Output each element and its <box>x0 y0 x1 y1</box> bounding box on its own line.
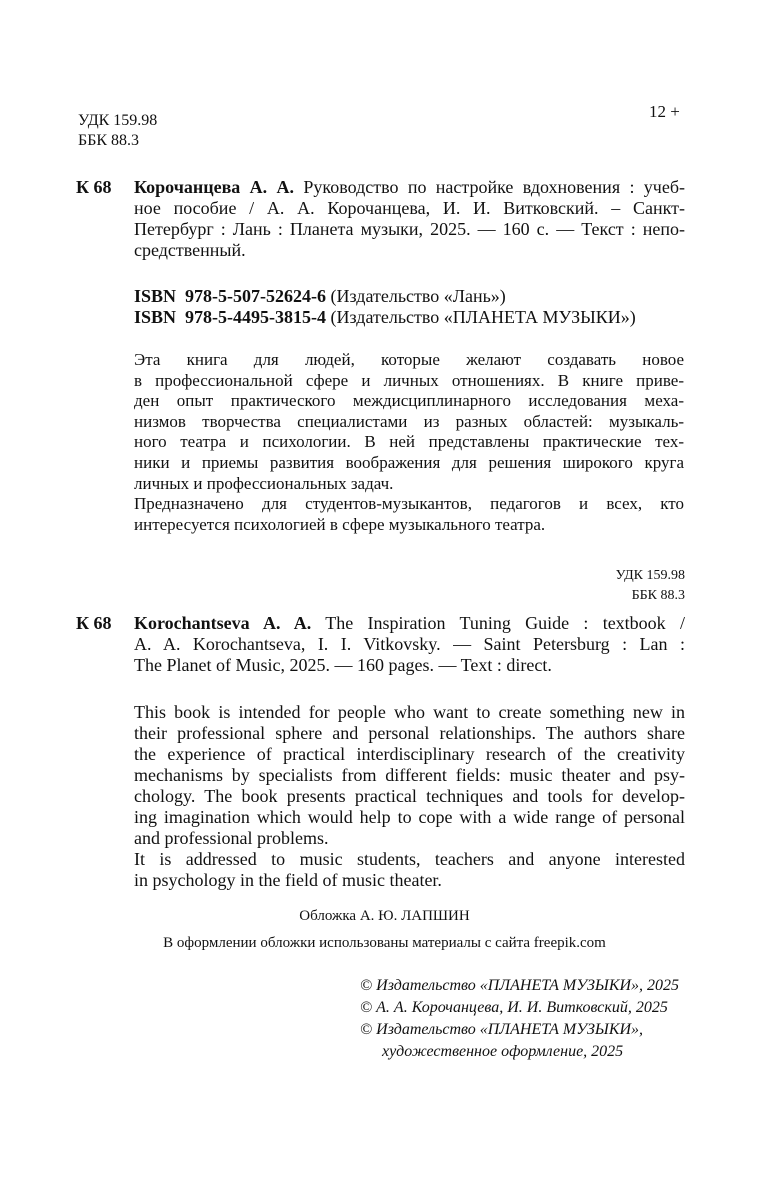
copyright-block <box>360 975 679 1063</box>
isbn-block <box>134 286 636 328</box>
udk-code: УДК 159.98 <box>78 112 158 129</box>
en-record-author: Korochantseva A. A. <box>134 613 312 633</box>
en-abstract-line: ing imagination which would help to cope with a wide range of personal <box>134 807 685 827</box>
en-udk-code: УДК 159.98 <box>615 568 685 583</box>
ru-record-code: К 68 <box>76 177 112 197</box>
ru-record-line-1: Корочанцева А. А. Руководство по настройке вдохновения : учеб- <box>134 177 685 197</box>
copyright-line: © Издательство «ПЛАНЕТА МУЗЫКИ», <box>360 1021 644 1038</box>
en-audience-line: It is addressed to music students, teachers and anyone interested <box>134 849 685 869</box>
isbn-publisher: (Издательство «Лань») <box>330 286 506 306</box>
ru-record-description <box>134 177 685 261</box>
ru-abstract-line: личных и профессиональных задач. <box>134 473 394 493</box>
age-rating: 12 + <box>649 102 680 121</box>
isbn-lan <box>134 286 636 307</box>
copyright-line: © А. А. Корочанцева, И. И. Витковский, 2025 <box>360 999 668 1016</box>
ru-record-line-4: средственный. <box>134 240 246 260</box>
en-audience-line: in psychology in the field of music theater. <box>134 870 442 890</box>
en-record-line-1: Korochantseva A. A. The Inspiration Tuning Guide : textbook / <box>134 613 685 633</box>
en-abstract-line: and professional problems. <box>134 828 329 848</box>
isbn-publisher: (Издательство «ПЛАНЕТА МУЗЫКИ») <box>330 307 636 327</box>
en-bbk-code: ББК 88.3 <box>631 588 685 603</box>
cover-materials-credit: В оформлении обложки использованы материалы с сайта freepik.com <box>163 935 606 951</box>
en-record-code: К 68 <box>76 613 112 633</box>
en-abstract-line: mechanisms by specialists from different fields: music theater and psy- <box>134 765 685 785</box>
ru-abstract <box>134 350 684 535</box>
isbn-planeta <box>134 307 636 328</box>
header-classification <box>78 111 157 151</box>
ru-audience-line: Предназначено для студентов-музыкантов, педагогов и всех, кто <box>134 494 684 514</box>
ru-abstract-line: ного театра и психологии. В ней представлены практические тех- <box>134 432 684 452</box>
bbk-code: ББК 88.3 <box>78 132 140 149</box>
en-classification <box>616 566 685 606</box>
isbn-number: 978-5-507-52624-6 <box>185 286 327 306</box>
ru-record-line-2: ное пособие / А. А. Корочанцева, И. И. Витковский. – Санкт- <box>134 198 685 218</box>
isbn-number: 978-5-4495-3815-4 <box>185 307 327 327</box>
en-record-line-3: The Planet of Music, 2025. — 160 pages. — Text : direct. <box>134 655 552 675</box>
en-abstract-line: chology. The book presents practical techniques and tools for develop- <box>134 786 685 806</box>
copyright-line: © Издательство «ПЛАНЕТА МУЗЫКИ», 2025 <box>360 977 680 994</box>
isbn-label: ISBN <box>134 286 177 306</box>
copyright-line: художественное оформление, 2025 <box>382 1043 624 1060</box>
ru-abstract-line: ден опыт практического междисциплинарного исследования меха- <box>134 391 684 411</box>
ru-abstract-line: ники и приемы развития воображения для решения широкого круга <box>134 452 684 472</box>
en-abstract-line: This book is intended for people who want to create something new in <box>134 702 685 722</box>
ru-record-line-3: Петербург : Лань : Планета музыки, 2025. — 160 с. — Текст : непо- <box>134 219 685 239</box>
en-record-line-2: A. A. Korochantseva, I. I. Vitkovsky. — Saint Petersburg : Lan : <box>134 634 685 654</box>
ru-audience-line: интересуется психологией в сфере музыкального театра. <box>134 514 546 534</box>
ru-abstract-line: низмов творчества специалистами из разных областей: музыкаль- <box>134 411 684 431</box>
cover-credit: Обложка А. Ю. ЛАПШИН <box>299 908 470 924</box>
isbn-label: ISBN <box>134 307 177 327</box>
ru-abstract-line: в профессиональной сфере и личных отношениях. В книге приве- <box>134 370 684 390</box>
en-abstract-line: the experience of practical interdisciplinary research of the creativity <box>134 744 685 764</box>
ru-abstract-line: Эта книга для людей, которые желают создавать новое <box>134 350 684 369</box>
en-abstract <box>134 702 685 891</box>
en-abstract-line: their professional sphere and personal relationships. The authors share <box>134 723 685 743</box>
ru-record-author: Корочанцева А. А. <box>134 177 295 197</box>
en-record-description <box>134 613 685 676</box>
